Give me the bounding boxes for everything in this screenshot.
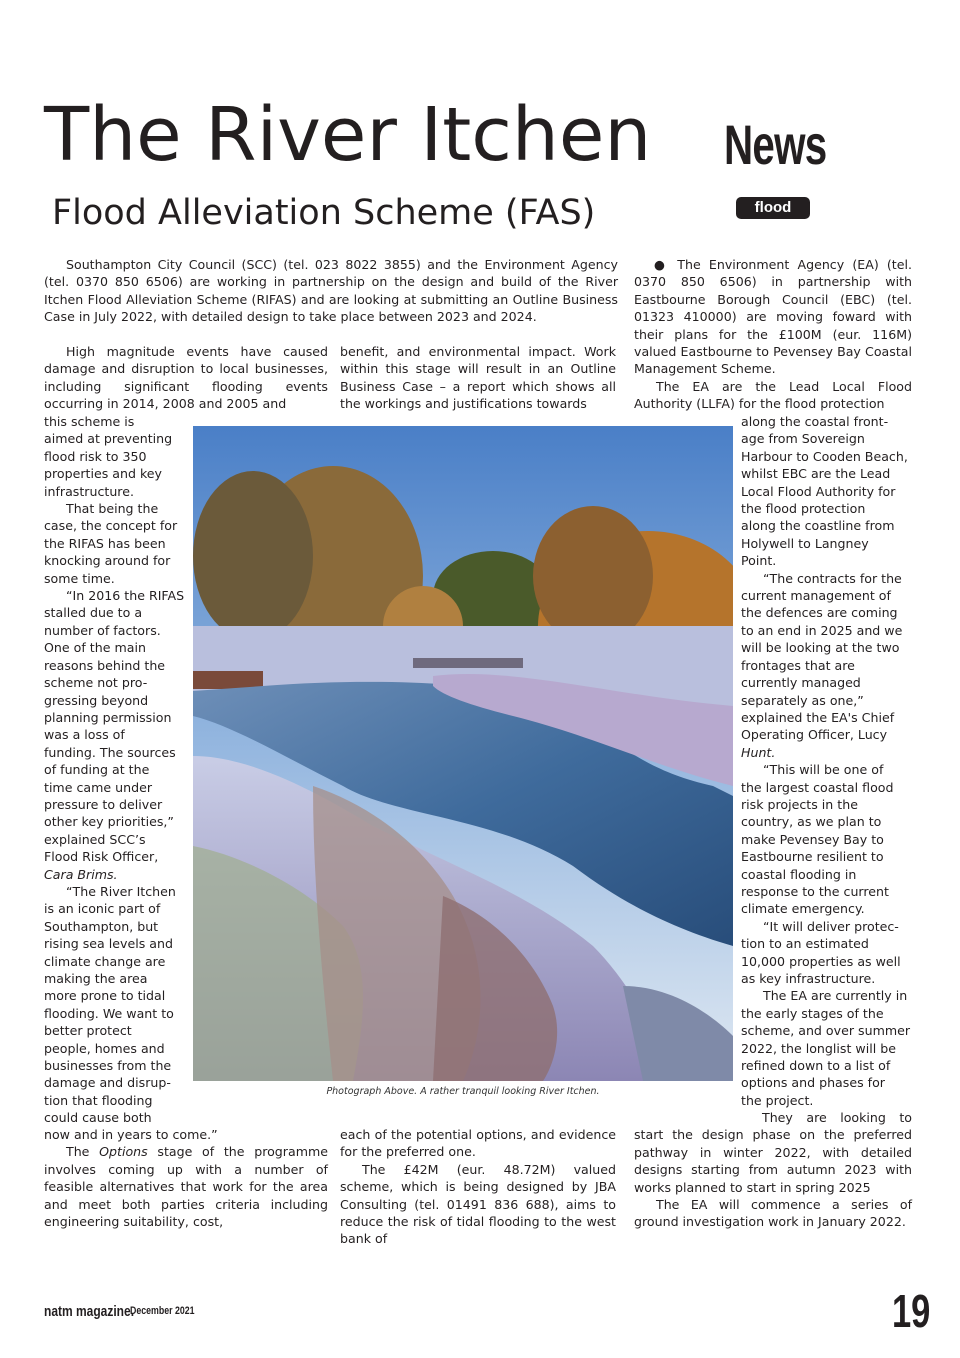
col1-narrow-line: more prone to tidal (44, 988, 166, 1004)
article-subtitle: Flood Alleviation Scheme (FAS) (52, 193, 596, 233)
col1-quote-end: now and in years to come.” (44, 1127, 218, 1142)
col3-narrow-line: refined down to a list of (741, 1058, 891, 1074)
col1-narrow-line: rising sea levels and (44, 936, 173, 952)
col2-top-paragraph: benefit, and environmental impact. Work within this stage will result in an Outline Business Case – a report which shows all the workings and justifications towards (340, 344, 616, 412)
col1-narrow-line: tion that flooding (44, 1092, 153, 1108)
col3-narrow-text (741, 413, 916, 1109)
col3-narrow-line: frontages that are (741, 657, 855, 673)
col3-narrow-line: will be looking at the two (741, 640, 900, 656)
col3-narrow-line: scheme, and over summer (741, 1023, 911, 1039)
col1-narrow-line: climate change are (44, 953, 166, 969)
col3-narrow-line: along the coastline from (741, 518, 895, 534)
col3-narrow-line: country, as we plan to (741, 814, 882, 830)
col3-narrow-line: explained the EA's Chief (741, 709, 895, 725)
col1-narrow-line: this scheme is (44, 414, 135, 429)
col1-narrow-line: aimed at preventing (44, 431, 173, 447)
col2-options-continued: each of the potential options, and evidence for the preferred one. (340, 1127, 616, 1160)
col1-narrow-line: Southampton, but (44, 918, 159, 934)
col1-narrow-line: damage and disrup- (44, 1075, 171, 1091)
col1-narrow-text (44, 413, 190, 1127)
col3-narrow-line: separately as one,” (741, 692, 864, 708)
col3-design-paragraph: They are looking to start the design phase on the preferred pathway in winter 2022, with detailed designs starting from autumn 2023 with works planned to start in spring 2025 (634, 1110, 912, 1195)
col3-narrow-line: to an end in 2025 and we (741, 622, 903, 638)
col1-narrow-line: Flood Risk Officer, (44, 849, 159, 865)
col1-narrow-line: That being the (66, 501, 159, 517)
category-tag: flood (736, 197, 810, 219)
col1-narrow-line: other key priorities,” (44, 814, 174, 830)
col1-narrow-line: flooding. We want to (44, 1005, 174, 1021)
page-number: 19 (892, 1285, 931, 1337)
col3-narrow-line: risk projects in the (741, 796, 858, 812)
col3-narrow-line: age from Sovereign (741, 431, 865, 447)
col3-ea-paragraph: ● The Environment Agency (EA) (tel. 0370 850 6506) in partnership with Eastbourne Borough Council (EBC) (tel. 01323 410000) are moving foward with their plans for the £100M (eur. 116M) valued Eastbourne to Pevensey Bay Coastal Management Scheme. (634, 257, 912, 377)
col3-narrow-line: Eastbourne resilient to (741, 849, 884, 865)
col1-narrow-line: properties and key (44, 466, 163, 482)
col1-narrow-line: “In 2016 the RIFAS (66, 588, 185, 604)
col3-narrow-line: 10,000 properties as well (741, 953, 901, 969)
col3-narrow-line: Holywell to Langney (741, 535, 869, 551)
col3-narrow-line: The EA are currently in (763, 988, 908, 1004)
col3-narrow-line: the defences are coming (741, 605, 898, 621)
col3-narrow-line: Operating Officer, Lucy (741, 727, 888, 743)
col3-narrow-line: the early stages of the (741, 1005, 884, 1021)
col3-narrow-line: Harbour to Cooden Beach, (741, 448, 908, 464)
col1-narrow-line: better protect (44, 1023, 132, 1039)
col1-options-paragraph: The Options stage of the programme involves coming up with a number of feasible alternatives that work for the area and meet both parties criteria including engineering suitability, cost, (44, 1144, 328, 1230)
col1-narrow-line: was a loss of (44, 727, 125, 743)
col1-narrow-line: businesses from the (44, 1058, 172, 1074)
col2-scheme-paragraph: The £42M (eur. 48.72M) valued scheme, which is being designed by JBA Consulting (tel. 01491 836 688), aims to reduce the risk of tidal flooding to the west bank of (340, 1161, 616, 1247)
col3-narrow-line: Hunt. (741, 744, 776, 760)
col1-narrow-line: scheme not pro- (44, 675, 148, 691)
col1-narrow-line: reasons behind the (44, 657, 166, 673)
col1-narrow-line: is an iconic part of (44, 901, 161, 917)
col3-narrow-line: Local Flood Authority for (741, 483, 896, 499)
col3-narrow-line: climate emergency. (741, 901, 865, 917)
col3-narrow-line: response to the current (741, 883, 889, 899)
col3-ground-paragraph: The EA will commence a series of ground investigation work in January 2022. (634, 1197, 912, 1230)
col1-narrow-line: time came under (44, 779, 153, 795)
magazine-brand: natm magazine. (44, 1303, 135, 1320)
river-itchen-photo (193, 426, 733, 1081)
col1-narrow-line: flood risk to 350 (44, 448, 147, 464)
col1-narrow-line: explained SCC’s (44, 831, 146, 847)
col1-narrow-line: stalled due to a (44, 605, 143, 621)
col3-narrow-line: whilst EBC are the Lead (741, 466, 891, 482)
col1-narrow-line: people, homes and (44, 1040, 165, 1056)
col3-narrow-line: the largest coastal flood (741, 779, 894, 795)
col1-narrow-line: number of factors. (44, 622, 161, 638)
col3-narrow-line: “It will deliver protec- (763, 918, 899, 934)
col3-narrow-line: along the coastal front- (741, 414, 889, 429)
col1-narrow-line: some time. (44, 570, 115, 586)
col1-top-paragraph: High magnitude events have caused damage and disruption to local businesses, including significant flooding events occurring in 2014, 2008 and 2005 and (44, 344, 328, 412)
col3-narrow-line: coastal flooding in (741, 866, 857, 882)
col1-narrow-line: gressing beyond (44, 692, 149, 708)
col3-llfa-paragraph: The EA are the Lead Local Flood Authority (LLFA) for the flood protection (634, 378, 912, 412)
col1-narrow-line: the RIFAS has been (44, 535, 166, 551)
col3-narrow-line: current management of (741, 588, 891, 604)
col3-narrow-line: currently managed (741, 675, 861, 691)
col1-narrow-line: One of the main (44, 640, 146, 656)
col3-narrow-line: tion to an estimated (741, 936, 869, 952)
col3-narrow-line: the flood protection (741, 501, 866, 517)
section-label: News (724, 113, 827, 176)
col3-narrow-line: as key infrastructure. (741, 971, 876, 986)
col1-narrow-line: case, the concept for (44, 518, 178, 534)
col3-narrow-line: the project. (741, 1092, 814, 1108)
col3-narrow-line: “The contracts for the (763, 570, 902, 586)
col3-narrow-line: 2022, the longlist will be (741, 1040, 896, 1056)
intro-paragraph: Southampton City Council (SCC) (tel. 023 8022 3855) and the Environment Agency (tel. 0370 850 6506) are working in partnership on the design and build of the River Itchen Flood Alleviation Scheme (RIFAS) and are looking at submitting an Outline Business Case in July 2022, with detailed design to take place between 2023 and 2024. (44, 257, 618, 325)
photo-caption: Photograph Above. A rather tranquil looking River Itchen. (326, 1086, 600, 1097)
col1-narrow-line: Cara Brims. (44, 866, 118, 882)
article-title: The River Itchen (44, 92, 652, 178)
col3-narrow-line: “This will be one of (763, 762, 884, 778)
col1-narrow-line: infrastructure. (44, 483, 134, 499)
col1-narrow-line: of funding at the (44, 762, 150, 778)
col1-narrow-line: funding. The sources (44, 744, 176, 760)
col1-narrow-line: knocking around for (44, 553, 171, 569)
col1-narrow-line: planning permission (44, 709, 172, 725)
col1-narrow-line: making the area (44, 971, 148, 986)
col1-narrow-line: could cause both (44, 1110, 152, 1126)
col1-narrow-line: pressure to deliver (44, 796, 163, 812)
issue-date: December 2021 (130, 1305, 195, 1317)
col3-narrow-line: make Pevensey Bay to (741, 831, 884, 847)
col3-narrow-line: options and phases for (741, 1075, 885, 1091)
col1-narrow-line: “The River Itchen (66, 883, 176, 899)
col3-narrow-line: Point. (741, 553, 777, 569)
